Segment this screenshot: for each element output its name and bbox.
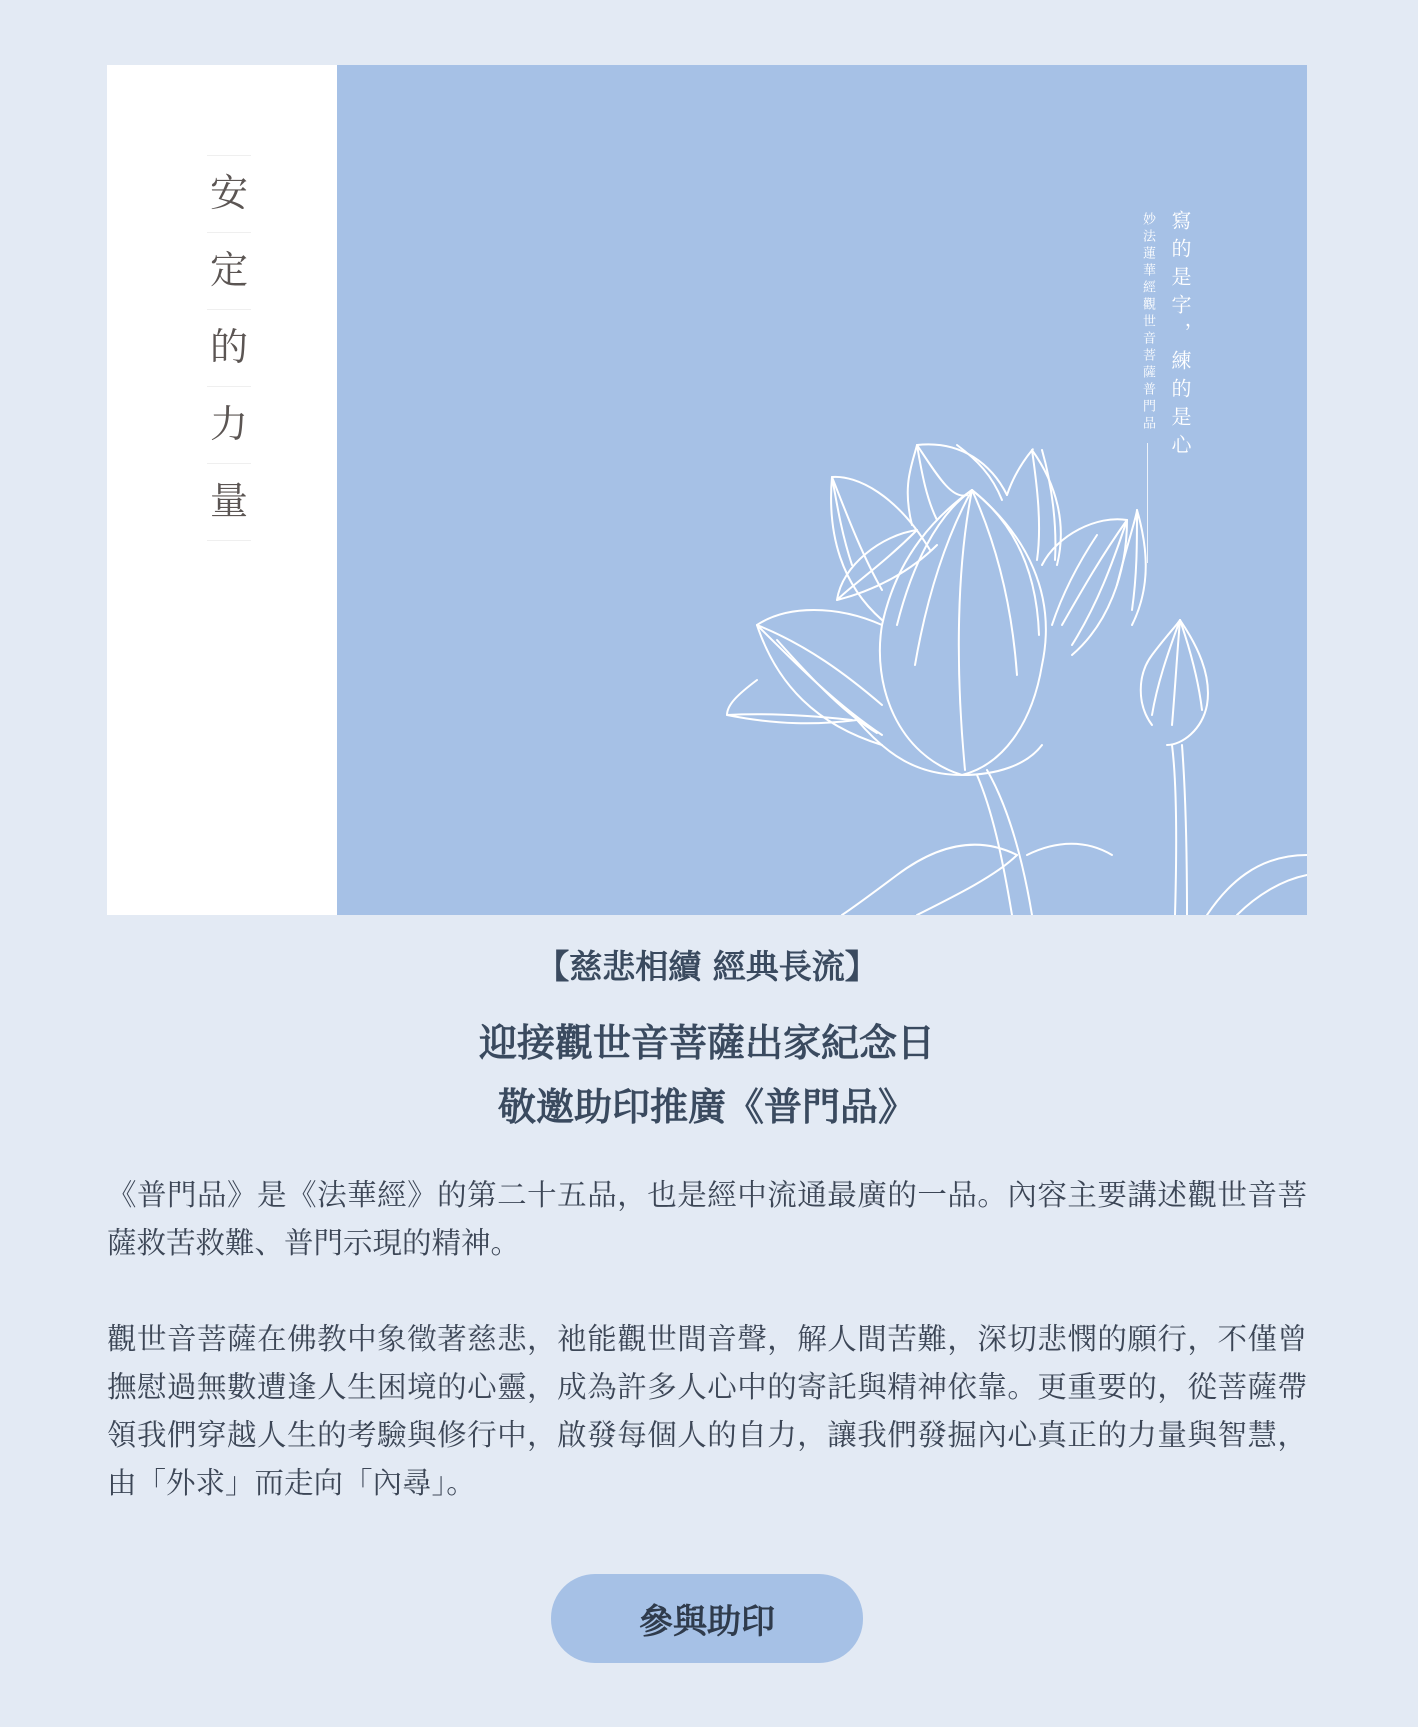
article-paragraph-2: 觀世音菩薩在佛教中象徵著慈悲，祂能觀世間音聲，解人間苦難，深切悲憫的願行，不僅曾撫慰過無數遭逢人生困境的心靈，成為許多人心中的寄託與精神依靠。更重要的，從菩薩帶領我們穿越人生的考驗與修行中，啟發每個人的自力，讓我們發掘內心真正的力量與智慧，由「外求」而走向「內尋」。 bbox=[107, 1322, 1307, 1500]
title-char: 量 bbox=[207, 463, 251, 541]
banner-illustration-panel bbox=[337, 65, 1307, 915]
article-headline bbox=[107, 1011, 1307, 1139]
banner-title-panel bbox=[107, 65, 337, 915]
title-char: 安 bbox=[207, 155, 251, 232]
hero-banner bbox=[107, 65, 1307, 915]
banner-divider-line bbox=[1147, 443, 1148, 563]
title-char: 定 bbox=[207, 232, 251, 309]
banner-vertical-title bbox=[199, 155, 259, 541]
participate-button[interactable]: 參與助印 bbox=[551, 1574, 863, 1663]
headline-line1: 迎接觀世音菩薩出家紀念日 bbox=[478, 1021, 935, 1065]
title-char: 力 bbox=[207, 386, 251, 463]
lotus-illustration bbox=[337, 65, 1307, 915]
article-paragraph-1: 《普門品》是《法華經》的第二十五品，也是經中流通最廣的一品。內容主要講述觀世音菩薩救苦救難、普門示現的精神。 bbox=[107, 1178, 1307, 1260]
article-eyebrow: 【慈悲相續 經典長流】 bbox=[536, 947, 878, 986]
banner-subtitle: 妙法蓮華經觀世音菩薩普門品 bbox=[1140, 212, 1155, 433]
headline-line2: 敬邀助印推廣《普門品》 bbox=[497, 1085, 916, 1129]
article-content bbox=[107, 947, 1307, 1507]
title-char: 的 bbox=[207, 309, 251, 386]
banner-slogan: 寫的是字，練的是心 bbox=[1168, 210, 1192, 462]
